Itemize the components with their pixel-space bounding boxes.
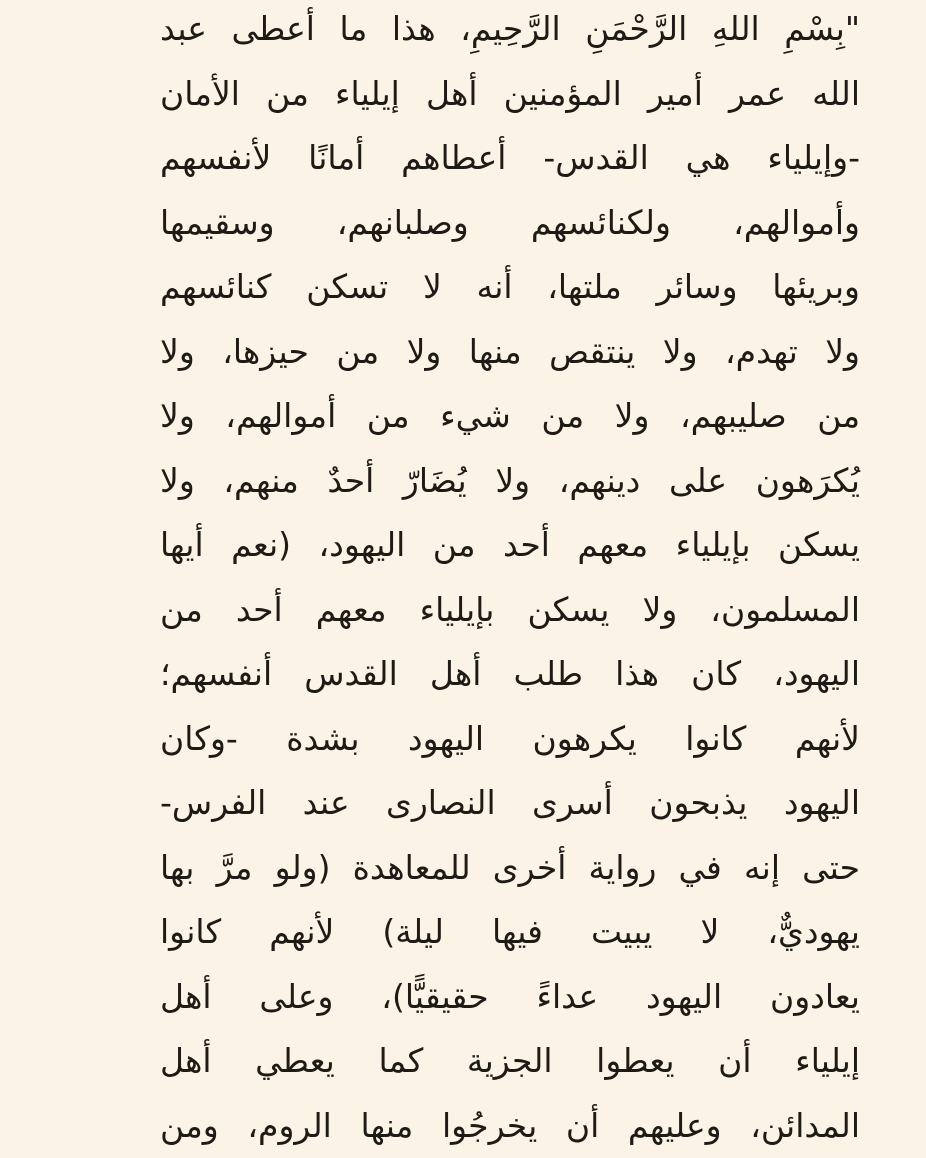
text-line: من صليبهم، ولا من شيء من أموالهم، ولا [160, 384, 860, 449]
text-line: المدائن، وعليهم أن يخرجُوا منها الروم، ومن [160, 1094, 860, 1158]
text-line: لأنهم كانوا يكرهون اليهود بشدة -وكان [160, 707, 860, 772]
text-line: يعادون اليهود عداءً حقيقيًّا)، وعلى أهل [160, 965, 860, 1030]
text-line: إيلياء أن يعطوا الجزية كما يعطي أهل [160, 1029, 860, 1094]
text-line: الله عمر أمير المؤمنين أهل إيلياء من الأمان [160, 62, 860, 127]
text-line: يهوديٌّ، لا يبيت فيها ليلة) لأنهم كانوا [160, 900, 860, 965]
document-text [160, 0, 860, 1158]
text-line: وأموالهم، ولكنائسهم وصلبانهم، وسقيمها [160, 191, 860, 256]
text-line: ولا تهدم، ولا ينتقص منها ولا من حيزها، ولا [160, 320, 860, 385]
text-line: -وإيلياء هي القدس- أعطاهم أمانًا لأنفسهم [160, 126, 860, 191]
text-line: المسلمون، ولا يسكن بإيلياء معهم أحد من [160, 578, 860, 643]
text-line: حتى إنه في رواية أخرى للمعاهدة (ولو مرَّ بها [160, 836, 860, 901]
text-line: وبريئها وسائر ملتها، أنه لا تسكن كنائسهم [160, 255, 860, 320]
text-line: "بِسْمِ اللهِ الرَّحْمَنِ الرَّحِيمِ، هذا ما أعطى عبد [160, 0, 860, 62]
text-line: اليهود، كان هذا طلب أهل القدس أنفسهم؛ [160, 642, 860, 707]
text-line: يُكرَهون على دينهم، ولا يُضَارّ أحدٌ منهم، ولا [160, 449, 860, 514]
text-line: يسكن بإيلياء معهم أحد من اليهود، (نعم أيها [160, 513, 860, 578]
text-line: اليهود يذبحون أسرى النصارى عند الفرس- [160, 771, 860, 836]
